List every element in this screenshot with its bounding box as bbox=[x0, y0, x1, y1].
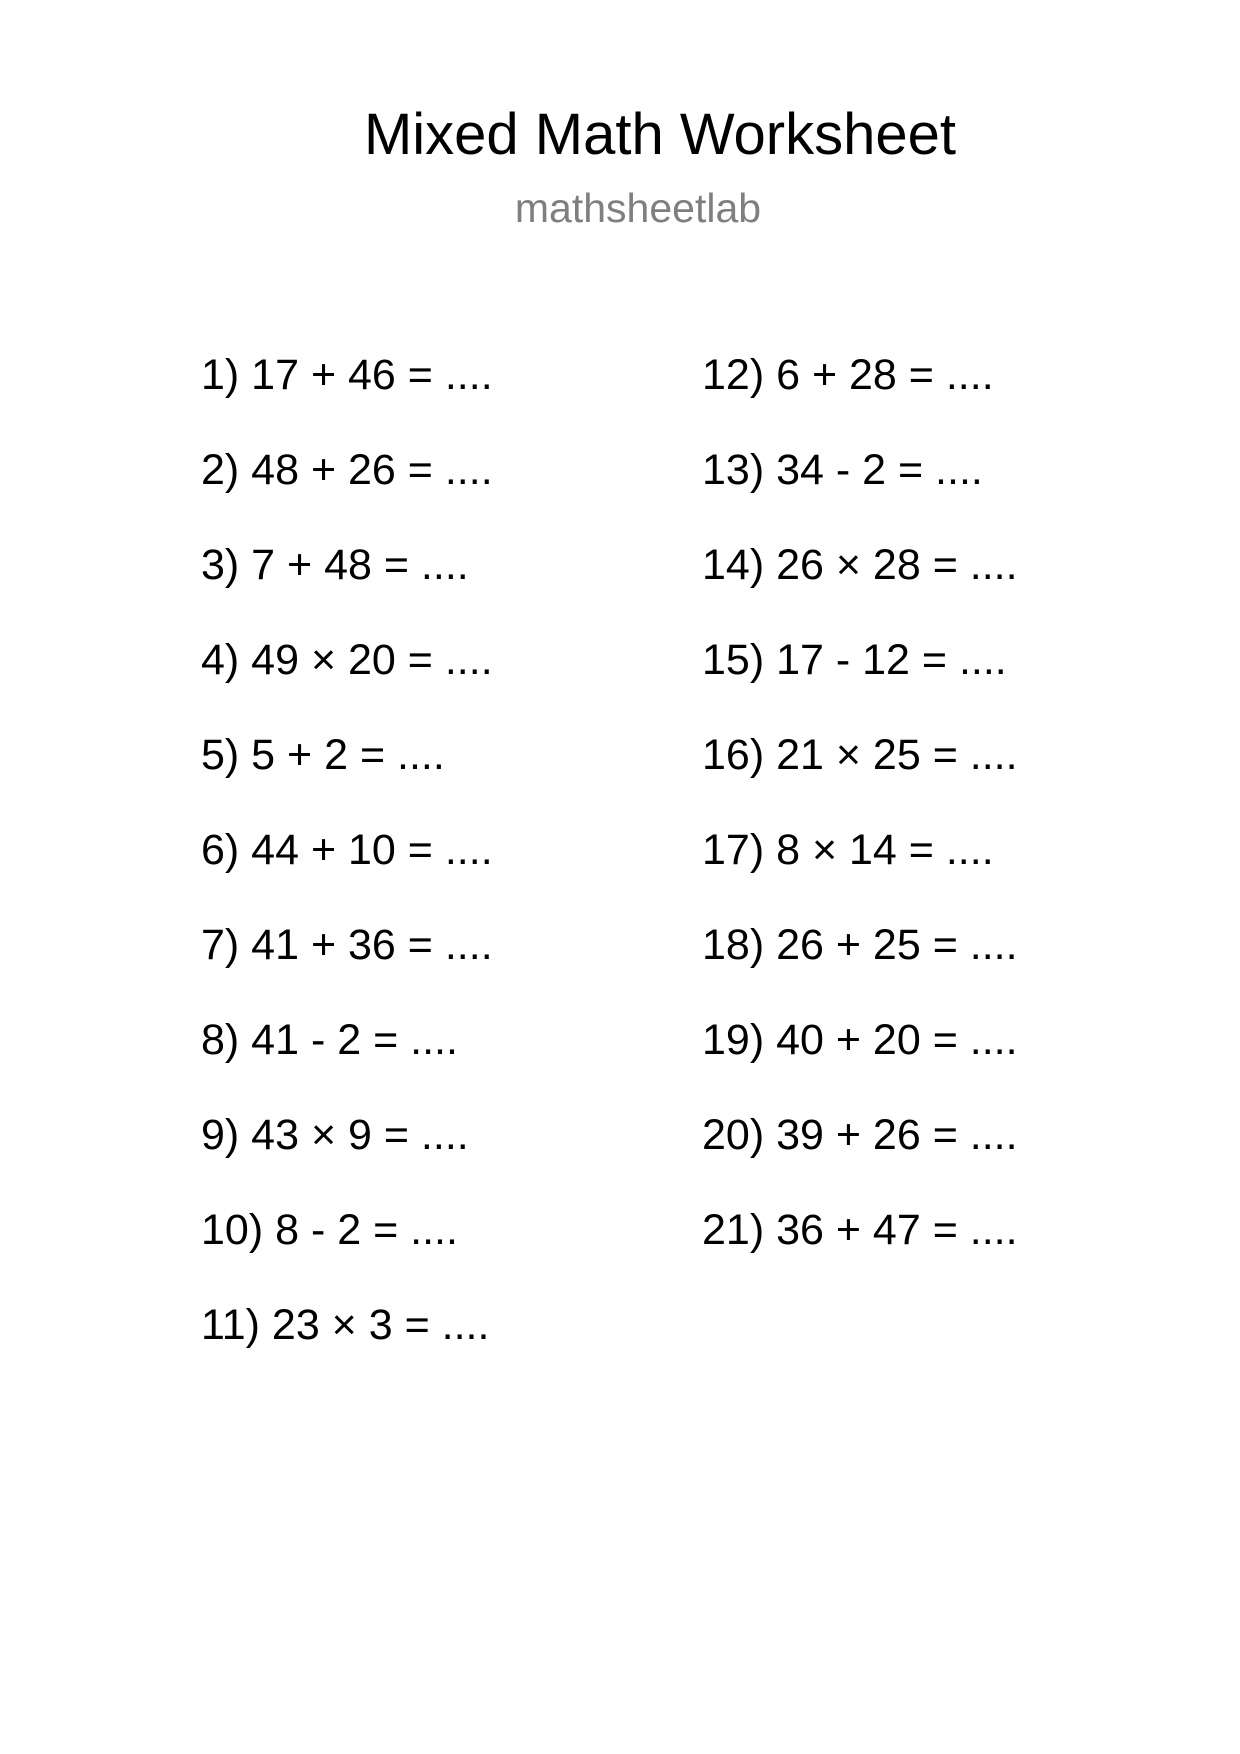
problem-item: 2) 48 + 26 = .... bbox=[201, 446, 493, 494]
problem-item: 12) 6 + 28 = .... bbox=[702, 351, 994, 399]
problem-item: 20) 39 + 26 = .... bbox=[702, 1111, 1018, 1159]
problem-item: 8) 41 - 2 = .... bbox=[201, 1016, 458, 1064]
page-title: Mixed Math Worksheet bbox=[363, 102, 957, 167]
problem-item: 9) 43 × 9 = .... bbox=[201, 1111, 469, 1159]
problem-item: 17) 8 × 14 = .... bbox=[702, 826, 994, 874]
problem-item: 19) 40 + 20 = .... bbox=[702, 1016, 1018, 1064]
problem-item: 21) 36 + 47 = .... bbox=[702, 1206, 1018, 1254]
problem-item: 18) 26 + 25 = .... bbox=[702, 921, 1018, 969]
problem-item: 13) 34 - 2 = .... bbox=[702, 446, 983, 494]
problem-item: 3) 7 + 48 = .... bbox=[201, 541, 469, 589]
problem-item: 11) 23 × 3 = .... bbox=[201, 1301, 490, 1349]
problem-column-right bbox=[702, 349, 1018, 1299]
problem-item: 15) 17 - 12 = .... bbox=[702, 636, 1007, 684]
problem-item: 4) 49 × 20 = .... bbox=[201, 636, 493, 684]
problem-item: 10) 8 - 2 = .... bbox=[201, 1206, 458, 1254]
problem-item: 14) 26 × 28 = .... bbox=[702, 541, 1018, 589]
problem-item: 5) 5 + 2 = .... bbox=[201, 731, 445, 779]
problem-item: 16) 21 × 25 = .... bbox=[702, 731, 1018, 779]
publisher-name: mathsheetlab bbox=[514, 185, 762, 231]
problem-item: 1) 17 + 46 = .... bbox=[201, 351, 493, 399]
problem-column-left bbox=[201, 349, 493, 1394]
problem-item: 7) 41 + 36 = .... bbox=[201, 921, 493, 969]
problem-item: 6) 44 + 10 = .... bbox=[201, 826, 493, 874]
